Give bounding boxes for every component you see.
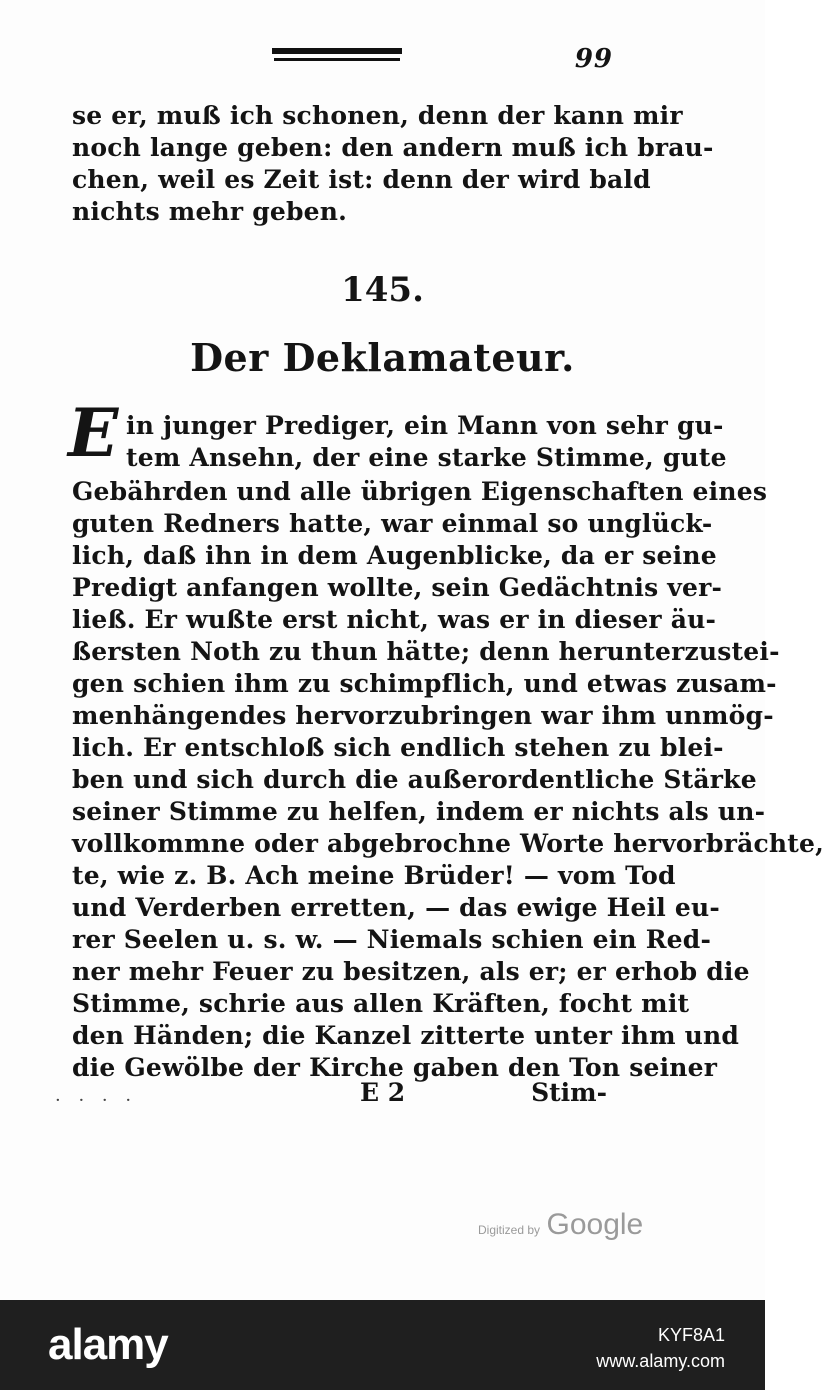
- digitized-by-notice: [478, 1208, 643, 1242]
- image-id: KYF8A1: [657, 1325, 725, 1345]
- drop-capital: E: [68, 394, 119, 472]
- header-rule: [272, 48, 402, 68]
- text-line: gen schien ihm zu schimpflich, und etwas zusam-: [72, 669, 777, 698]
- text-line: Predigt anfangen wollte, sein Gedächtnis ver-: [72, 573, 723, 602]
- text-line: chen, weil es Zeit ist: denn der wird bald: [72, 165, 651, 194]
- section-number: 145.: [341, 270, 424, 310]
- text-line: ßersten Noth zu thun hätte; denn herunterzustei-: [72, 637, 780, 666]
- text-line: Gebährden und alle übrigen Eigenschaften eines: [72, 477, 768, 506]
- text-line: lich, daß ihn in dem Augenblicke, da er seine: [72, 541, 717, 570]
- text-line: guten Redners hatte, war einmal so unglück-: [72, 509, 713, 538]
- text-line: ner mehr Feuer zu besitzen, als er; er erhob die: [72, 957, 750, 986]
- header-rule-thick: [272, 48, 402, 54]
- text-line: ließ. Er wußte erst nicht, was er in dieser äu-: [72, 605, 717, 634]
- text-line: tem Ansehn, der eine starke Stimme, gute: [126, 443, 727, 472]
- text-line: und Verderben erretten, — das ewige Heil eu-: [72, 893, 720, 922]
- text-line: in junger Prediger, ein Mann von sehr gu-: [126, 411, 724, 440]
- text-line: noch lange geben: den andern muß ich brau-: [72, 133, 714, 162]
- text-line: lich. Er entschloß sich endlich stehen zu blei-: [72, 733, 724, 762]
- google-logo: Google: [546, 1208, 644, 1241]
- site-url: www.alamy.com: [596, 1351, 725, 1371]
- text-line: Stimme, schrie aus allen Kräften, focht mit: [72, 989, 690, 1018]
- text-line: menhängendes hervorzubringen war ihm unmög-: [72, 701, 774, 730]
- header-rule-thin: [274, 58, 400, 61]
- text-line: nichts mehr geben.: [72, 197, 348, 226]
- image-id-block: [596, 1322, 725, 1374]
- text-line: vollkommne oder abgebrochne Worte hervorbrächte,: [72, 829, 824, 858]
- digitized-prefix: Digitized by: [478, 1223, 541, 1237]
- signature-mark: E 2: [360, 1078, 406, 1107]
- text-line: den Händen; die Kanzel zitterte unter ihm und: [72, 1021, 740, 1050]
- watermark-bar: [0, 1300, 765, 1390]
- page-number: 99: [574, 44, 613, 74]
- catchword: Stim-: [531, 1078, 607, 1107]
- text-line: rer Seelen u. s. w. — Niemals schien ein Red-: [72, 925, 712, 954]
- text-line: die Gewölbe der Kirche gaben den Ton seiner: [72, 1053, 718, 1082]
- alamy-logo: alamy: [48, 1320, 168, 1369]
- text-line: seiner Stimme zu helfen, indem er nichts als un-: [72, 797, 766, 826]
- text-line: ben und sich durch die außerordentliche Stärke: [72, 765, 757, 794]
- text-line: se er, muß ich schonen, denn der kann mir: [72, 101, 683, 130]
- section-title: Der Deklamateur.: [190, 335, 575, 380]
- text-line: te, wie z. B. Ach meine Brüder! — vom Tod: [72, 861, 676, 890]
- ink-specks: · · · ·: [55, 1090, 138, 1111]
